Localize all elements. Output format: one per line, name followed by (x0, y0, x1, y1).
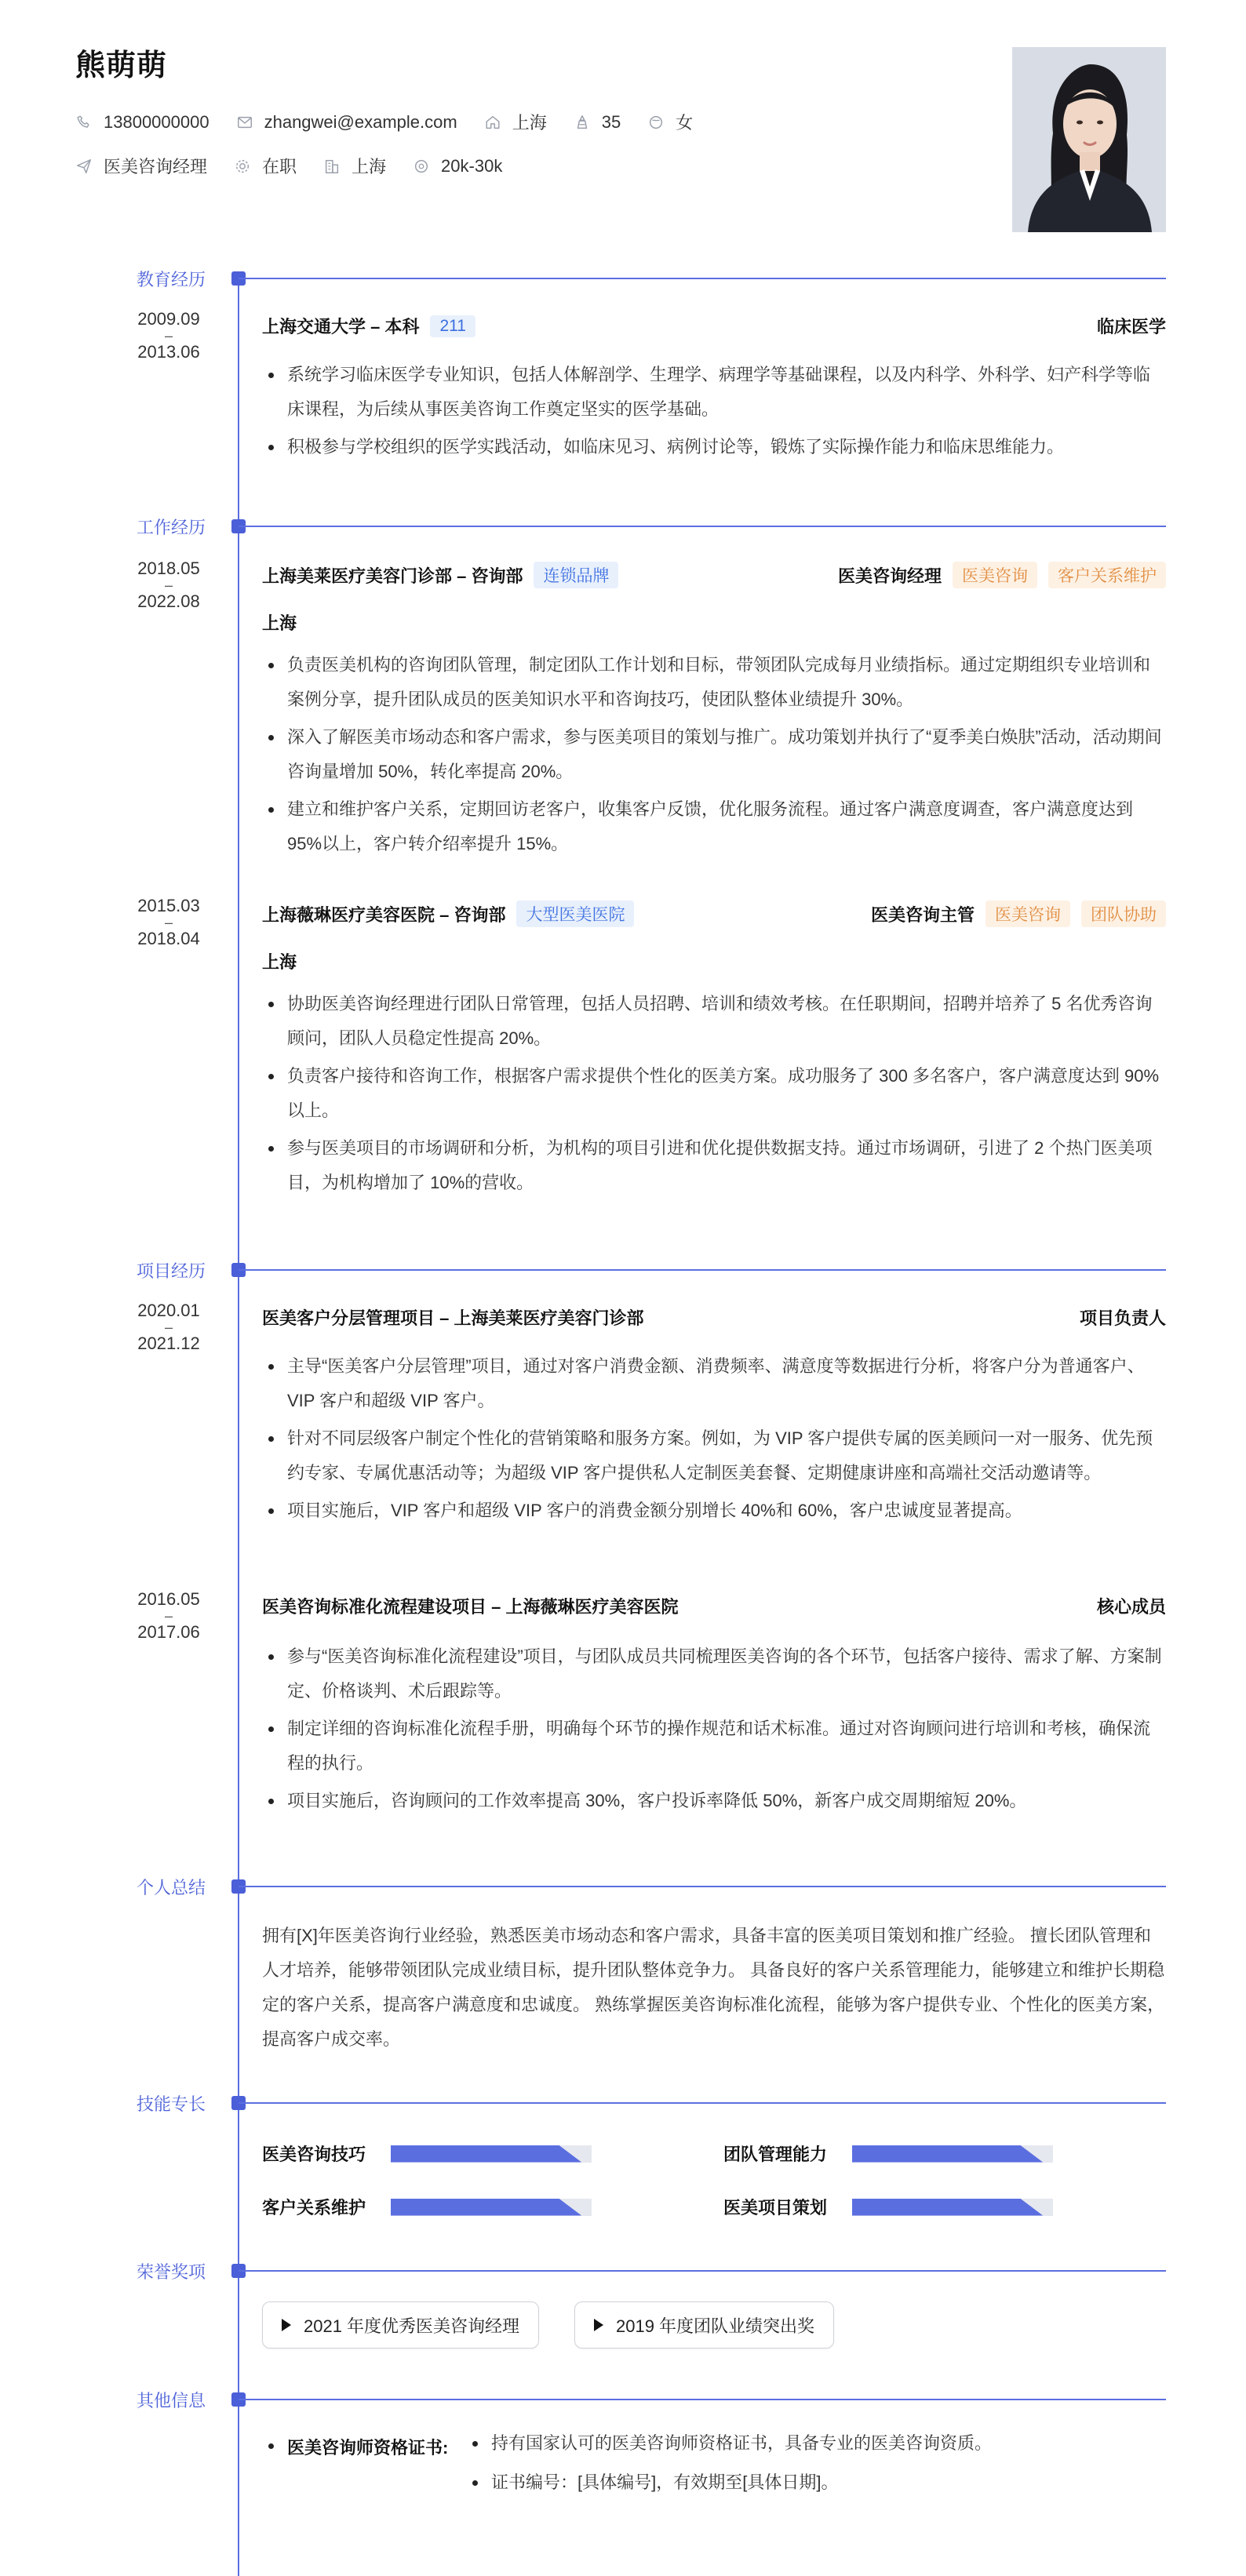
section-divider-work (239, 526, 1166, 527)
work-0-date (118, 558, 220, 612)
skill-name: 团队管理能力 (723, 2145, 828, 2164)
work-1-start: 2015.03 (137, 896, 200, 915)
list-item: 深入了解医美市场动态和客户需求，参与医美项目的策划与推广。成功策划并执行了“夏季美白焕肤”活动，活动期间咨询量增加 50%，转化率提高 20%。 (262, 720, 1166, 789)
skill-bar (852, 2145, 1053, 2163)
company-tag: 连锁品牌 (534, 562, 618, 588)
work-0-start: 2018.05 (137, 558, 200, 578)
education-date (118, 309, 220, 362)
age-item (574, 112, 621, 133)
list-item: 负责客户接待和咨询工作，根据客户需求提供个性化的医美方案。成功服务了 300 多名客户，客户满意度达到 90%以上。 (262, 1059, 1166, 1128)
section-title-education: 教育经历 (136, 270, 206, 289)
job-role: 医美咨询主管 (870, 904, 975, 925)
expected-city-item (323, 154, 386, 178)
section-divider-other (239, 2399, 1166, 2400)
section-divider-summary (239, 1886, 1166, 1887)
education-bullets (262, 358, 1166, 468)
mail-icon (236, 114, 253, 131)
job-title-value: 医美咨询经理 (104, 157, 208, 176)
phone-item (75, 112, 209, 133)
work-1-bullets (262, 987, 1166, 1203)
education-header (262, 314, 1166, 338)
date-dash: – (164, 1608, 173, 1624)
status-item (234, 154, 297, 178)
salary-value: 20k-30k (441, 155, 503, 176)
coin-icon (413, 158, 430, 175)
list-item: 证书编号：[具体编号]，有效期至[具体日期]。 (466, 2463, 992, 2502)
job-title-item (75, 154, 207, 178)
project-1-start: 2016.05 (137, 1589, 200, 1609)
skill-name: 客户关系维护 (262, 2198, 366, 2218)
skill-tag: 医美咨询 (953, 562, 1037, 588)
work-1-end: 2018.04 (137, 929, 200, 948)
summary-text: 拥有[X]年医美咨询行业经验，熟悉医美市场动态和客户需求，具备丰富的医美项目策划和推广经验。 擅长团队管理和人才培养，能够带领团队完成业绩目标，提升团队整体竞争力。 具备良好的客户关系管理能力，能够建立和维护长期稳定的客户关系，提高客户满意度和忠诚度。 熟练掌握医美咨询标准化流程，能够为客户提供专业、个性化的医美方案，提高客户成交率。 (262, 1926, 1165, 2049)
gender-item (647, 110, 693, 134)
honor-text: 2021 年度优秀医美咨询经理 (304, 2316, 520, 2336)
project-role: 项目负责人 (1079, 1308, 1166, 1328)
list-item: 系统学习临床医学专业知识，包括人体解剖学、生理学、病理学等基础课程，以及内科学、外科学、妇产科学等临床课程，为后续从事医美咨询工作奠定坚实的医学基础。 (262, 358, 1166, 427)
city-value: 上海 (512, 113, 547, 133)
section-divider-skills (239, 2102, 1166, 2104)
project-1-bullets (262, 1639, 1166, 1821)
gender-icon (647, 114, 665, 131)
phone-value: 13800000000 (104, 111, 209, 132)
work-1-date (118, 896, 220, 949)
work-1-header (262, 901, 1166, 927)
section-divider-honors (239, 2270, 1166, 2272)
project-0-date (118, 1301, 220, 1354)
list-item: 主导“医美客户分层管理”项目，通过对客户消费金额、消费频率、满意度等数据进行分析，将客户分为普通客户、VIP 客户和超级 VIP 客户。 (262, 1349, 1166, 1418)
skill-item (262, 2141, 592, 2166)
skill-name: 医美项目策划 (723, 2198, 828, 2218)
certificate-label: 医美咨询师资格证书: (262, 2435, 448, 2459)
skill-bar (852, 2199, 1053, 2216)
school-name: 上海交通大学 – 本科 (262, 317, 420, 337)
job-role: 医美咨询经理 (837, 566, 942, 586)
job-row (75, 154, 529, 178)
candidate-name: 熊萌萌 (75, 49, 168, 82)
skill-tag: 客户关系维护 (1048, 562, 1166, 588)
list-item: 参与“医美咨询标准化流程建设”项目，与团队成员共同梳理医美咨询的各个环节，包括客户接待、需求了解、方案制定、价格谈判、术后跟踪等。 (262, 1639, 1166, 1708)
expected-city-value: 上海 (352, 157, 387, 176)
section-title-skills: 技能专长 (136, 2094, 206, 2114)
section-title-work: 工作经历 (136, 518, 206, 537)
section-title-honors: 荣誉奖项 (136, 2262, 206, 2282)
age-icon (574, 114, 591, 131)
building-icon (323, 158, 341, 175)
skill-item (262, 2195, 592, 2219)
project-title: 医美客户分层管理项目 – 上海美莱医疗美容门诊部 (262, 1308, 644, 1328)
play-icon (594, 2319, 603, 2331)
project-0-header (262, 1305, 1166, 1330)
skill-bar-fill (852, 2145, 1043, 2163)
list-item: 参与医美项目的市场调研和分析，为机构的项目引进和优化提供数据支持。通过市场调研，引进了 2 个热门医美项目，为机构增加了 10%的营收。 (262, 1131, 1166, 1200)
section-divider-education (239, 278, 1166, 279)
list-item: 针对不同层级客户制定个性化的营销策略和服务方案。例如，为 VIP 客户提供专属的医美顾问一对一服务、优先预约专家、专属优惠活动等；为超级 VIP 客户提供私人定制医美套餐、定期健康讲座和高端社交活动邀请等。 (262, 1421, 1166, 1490)
play-icon (282, 2319, 291, 2331)
project-0-end: 2021.12 (137, 1333, 200, 1353)
project-1-date (118, 1589, 220, 1643)
gender-value: 女 (676, 113, 694, 133)
home-icon (484, 114, 501, 131)
honor-text: 2019 年度团队业绩突出奖 (616, 2316, 815, 2336)
project-title: 医美咨询标准化流程建设项目 – 上海薇琳医疗美容医院 (262, 1597, 679, 1617)
company-name: 上海美莱医疗美容门诊部 – 咨询部 (262, 566, 523, 586)
timeline-line (238, 279, 239, 2576)
project-0-bullets (262, 1349, 1166, 1531)
project-1-header (262, 1594, 1166, 1618)
work-0-end: 2022.08 (137, 591, 200, 611)
company-tag: 大型医美医院 (516, 901, 634, 927)
send-icon (75, 158, 93, 175)
section-title-summary: 个人总结 (136, 1878, 206, 1897)
skill-bar (391, 2199, 592, 2216)
list-item: 持有国家认可的医美咨询师资格证书，具备专业的医美咨询资质。 (466, 2424, 992, 2463)
skill-item (723, 2195, 1053, 2219)
list-item: 制定详细的咨询标准化流程手册，明确每个环节的操作规范和话术标准。通过对咨询顾问进行培训和考核，确保流程的执行。 (262, 1712, 1166, 1781)
email-value: zhangwei@example.com (264, 111, 457, 132)
salary-item (413, 156, 502, 176)
list-item: 积极参与学校组织的医学实践活动，如临床见习、病例讨论等，锻炼了实际操作能力和临床思维能力。 (262, 430, 1166, 464)
skill-tag: 团队协助 (1081, 901, 1166, 927)
list-item: 负责医美机构的咨询团队管理，制定团队工作计划和目标，带领团队完成每月业绩指标。通过定期组织专业培训和案例分享，提升团队成员的医美知识水平和咨询技巧，使团队整体业绩提升 30%。 (262, 648, 1166, 717)
education-start: 2009.09 (137, 309, 200, 329)
profile-photo (1012, 47, 1166, 232)
email-item (236, 112, 457, 133)
major: 临床医学 (1096, 317, 1166, 337)
date-dash: – (164, 1319, 173, 1335)
list-item: 建立和维护客户关系，定期回访老客户，收集客户反馈，优化服务流程。通过客户满意度调查，客户满意度达到 95%以上，客户转介绍率提升 15%。 (262, 792, 1166, 861)
section-divider-projects (239, 1269, 1166, 1271)
project-1-end: 2017.06 (137, 1622, 200, 1642)
work-0-header (262, 562, 1166, 588)
skill-bar-fill (391, 2199, 581, 2216)
contact-row (75, 110, 720, 134)
date-dash: – (164, 577, 173, 593)
honor-item (262, 2301, 539, 2349)
skill-bar-fill (391, 2145, 581, 2163)
honor-item (574, 2301, 834, 2349)
skill-item (723, 2141, 1053, 2166)
date-dash: – (164, 915, 173, 930)
certificate-list (466, 2424, 992, 2502)
project-role: 核心成员 (1096, 1597, 1166, 1617)
date-dash: – (164, 328, 173, 344)
list-item: 项目实施后，VIP 客户和超级 VIP 客户的消费金额分别增长 40%和 60%，客户忠诚度显著提高。 (262, 1494, 1166, 1528)
skill-bar (391, 2145, 592, 2163)
city-item (484, 110, 547, 134)
education-end: 2013.06 (137, 342, 200, 362)
status-value: 在职 (262, 157, 297, 176)
section-title-other: 其他信息 (136, 2391, 206, 2410)
company-name: 上海薇琳医疗美容医院 – 咨询部 (262, 904, 506, 925)
phone-icon (75, 114, 93, 131)
age-value: 35 (601, 111, 621, 132)
work-0-bullets (262, 648, 1166, 864)
skill-bar-fill (852, 2199, 1043, 2216)
section-title-projects: 项目经历 (136, 1261, 206, 1281)
skill-name: 医美咨询技巧 (262, 2145, 366, 2164)
project-0-start: 2020.01 (137, 1301, 200, 1320)
list-item: 项目实施后，咨询顾问的工作效率提高 30%，客户投诉率降低 50%，新客户成交周期缩短 20%。 (262, 1784, 1166, 1818)
work-0-city: 上海 (262, 613, 297, 633)
skill-tag: 医美咨询 (986, 901, 1070, 927)
gear-icon (234, 158, 251, 175)
list-item: 协助医美咨询经理进行团队日常管理，包括人员招聘、培训和绩效考核。在任职期间，招聘并培养了 5 名优秀咨询顾问，团队人员稳定性提高 20%。 (262, 987, 1166, 1056)
school-tag: 211 (430, 315, 475, 337)
work-1-city: 上海 (262, 952, 297, 972)
